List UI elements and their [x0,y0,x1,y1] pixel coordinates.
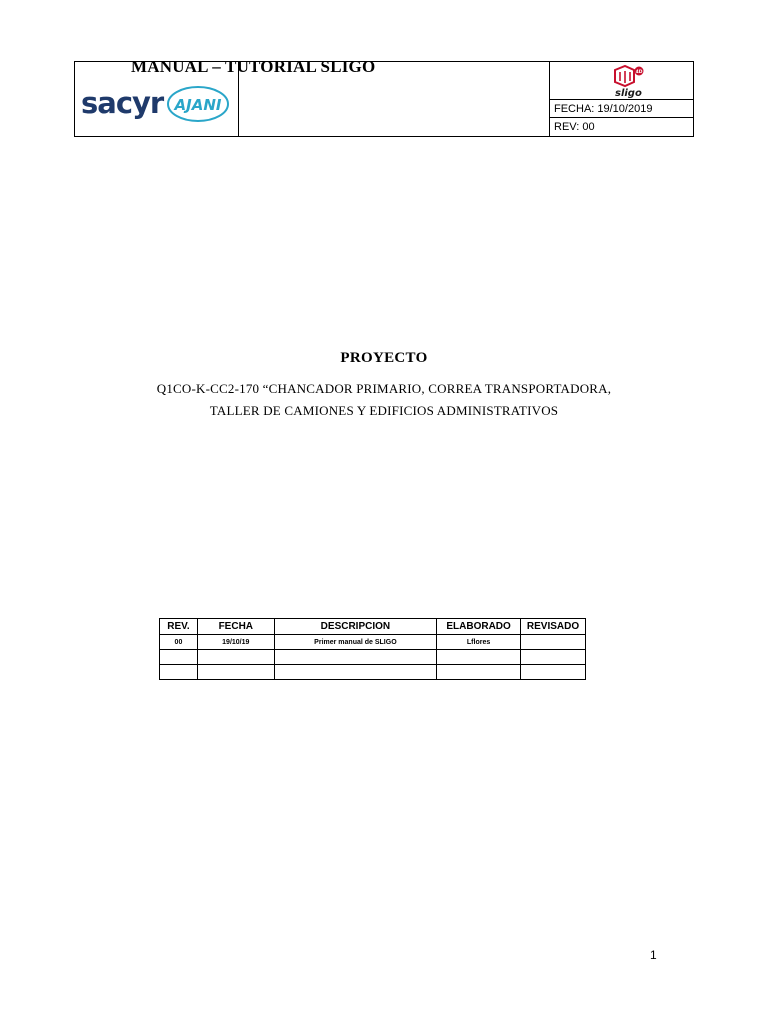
document-title: MANUAL – TUTORIAL SLIGO [131,57,376,76]
table-cell: 00 [160,635,198,650]
revision-table-header [160,619,586,635]
column-header-revisado: REVISADO [521,619,586,635]
fecha-field: FECHA: 19/10/2019 [550,99,694,117]
ajani-logo-text: AJANI [174,96,222,114]
project-description-line-1: Q1CO-K-CC2-170 “CHANCADOR PRIMARIO, CORREA TRANSPORTADORA, [156,381,612,396]
sligo-logo [612,64,652,98]
table-cell [437,650,521,665]
column-header-fecha: FECHA [197,619,274,635]
rev-field: REV: 00 [550,117,694,135]
column-header-descripcion: DESCRIPCION [274,619,436,635]
table-cell [274,665,436,680]
table-cell: 19/10/19 [197,635,274,650]
table-cell: Lflores [437,635,521,650]
table-cell [197,665,274,680]
table-row [160,635,586,650]
sligo-logo-text: sligo [615,88,642,98]
sacyr-ajani-logo [81,86,233,126]
column-header-elaborado: ELABORADO [437,619,521,635]
table-cell [521,635,586,650]
sligo-logo-badge: 4D [635,70,643,75]
revision-table [159,618,586,680]
header-info-cell [549,62,694,136]
project-description [0,378,768,422]
table-cell: Primer manual de SLIGO [274,635,436,650]
page-number: 1 [650,948,657,962]
table-cell [197,650,274,665]
sacyr-logo-text: sacyr [81,86,164,120]
project-heading: PROYECTO [340,350,428,366]
document-header [74,57,694,137]
project-description-line-2: TALLER DE CAMIONES Y EDIFICIOS ADMINISTRATIVOS [209,403,559,418]
column-header-rev: REV. [160,619,198,635]
table-cell [437,665,521,680]
table-cell [274,650,436,665]
table-cell [521,665,586,680]
table-cell [521,650,586,665]
table-cell [160,650,198,665]
table-row [160,650,586,665]
table-row [160,665,586,680]
table-cell [160,665,198,680]
